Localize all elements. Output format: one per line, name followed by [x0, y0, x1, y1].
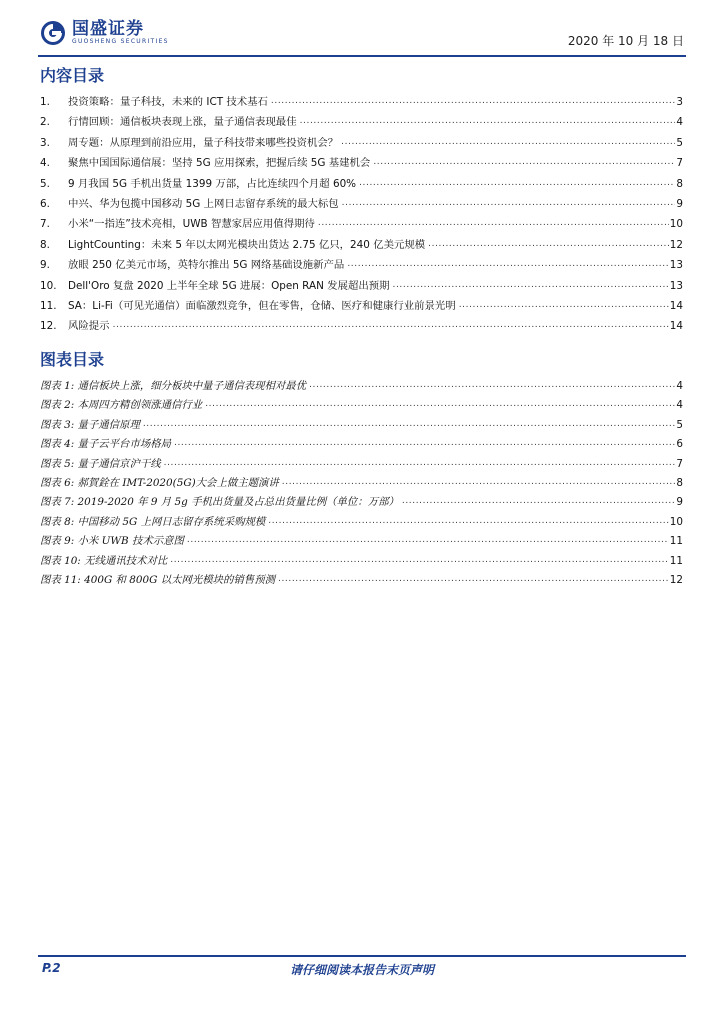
toc-item[interactable]	[40, 277, 683, 297]
toc-item[interactable]	[40, 215, 683, 235]
toc-item-title: 聚焦中国国际通信展：坚持 5G 应用探索，把握后续 5G 基建机会	[68, 157, 371, 170]
toc-item[interactable]	[40, 134, 683, 154]
toc-item-number: 12.	[40, 320, 57, 333]
toc-item-number: 9.	[40, 259, 50, 272]
toc-heading: 内容目录	[40, 66, 105, 85]
figure-item-title: 图表 5: 量子通信京沪干线	[40, 457, 161, 470]
toc-item-title: LightCounting：未来 5 年以太网光模块出货达 2.75 亿只，240 亿美元规模	[68, 238, 426, 251]
toc-item-page: 14	[669, 320, 683, 333]
toc-item-number: 6.	[40, 197, 50, 210]
toc-item-number: 1.	[40, 96, 50, 108]
figure-item-page: 11	[669, 554, 683, 567]
toc-item-page: 13	[669, 259, 683, 272]
figure-item-page: 4	[676, 380, 683, 392]
leader-dots	[318, 216, 669, 228]
toc-item-number: 7.	[40, 218, 50, 231]
toc-item-title: 中兴、华为包揽中国移动 5G 上网日志留存系统的最大标包	[68, 197, 339, 210]
toc-item-title: 9 月我国 5G 手机出货量 1399 万部，占比连续四个月超 60%	[68, 177, 357, 190]
figure-item-title: 图表 3: 量子通信原理	[40, 418, 140, 431]
toc-item-number: 3.	[40, 136, 50, 149]
toc-item[interactable]	[40, 175, 683, 195]
toc-item[interactable]	[40, 236, 683, 256]
toc-item-title: Dell'Oro 复盘 2020 上半年全球 5G 进展：Open RAN 发展超出预期	[68, 279, 390, 292]
leader-dots	[282, 475, 676, 487]
figure-item-page: 6	[676, 438, 683, 451]
leader-dots	[300, 114, 676, 126]
company-logo	[40, 20, 169, 46]
figure-item[interactable]	[40, 455, 683, 474]
toc-item-number: 11.	[40, 299, 57, 312]
toc-item-number: 8.	[40, 238, 50, 251]
figure-item[interactable]	[40, 532, 683, 551]
figure-item-page: 4	[676, 399, 683, 412]
figure-item-title: 图表 2: 本周四方精创领涨通信行业	[40, 399, 203, 412]
toc-item-title: 投资策略：量子科技，未来的 ICT 技术基石	[68, 96, 268, 108]
leader-dots	[459, 298, 669, 310]
leader-dots	[373, 155, 675, 167]
leader-dots	[187, 533, 669, 545]
leader-dots	[402, 494, 676, 506]
figure-item-page: 8	[676, 476, 683, 489]
toc-item-page: 3	[676, 96, 683, 108]
leader-dots	[205, 397, 675, 409]
figure-item[interactable]	[40, 552, 683, 571]
toc-item[interactable]	[40, 154, 683, 174]
toc-item-page: 14	[669, 299, 683, 312]
figure-item[interactable]	[40, 396, 683, 415]
toc-item-title: 周专题：从原理到前沿应用，量子科技带来哪些投资机会？	[68, 136, 339, 149]
leader-dots	[174, 436, 675, 448]
figure-item-page: 9	[676, 496, 683, 509]
leader-dots	[393, 278, 669, 290]
toc-item-title: 风险提示	[68, 320, 110, 333]
toc-item-number: 10.	[40, 279, 57, 292]
header-divider	[38, 55, 686, 57]
toc-item[interactable]	[40, 195, 683, 215]
toc-item-title: 小米“一指连”技术亮相，UWB 智慧家居应用值得期待	[68, 218, 315, 231]
leader-dots	[347, 257, 668, 269]
guosheng-logo-icon	[40, 20, 66, 46]
leader-dots	[342, 196, 676, 208]
figure-item[interactable]	[40, 513, 683, 532]
figure-item-title: 图表 9: 小米 UWB 技术示意图	[40, 535, 184, 548]
figure-item[interactable]	[40, 416, 683, 435]
toc-item-page: 13	[669, 279, 683, 292]
leader-dots	[341, 135, 675, 147]
toc-item-page: 10	[669, 218, 683, 231]
figure-item-page: 7	[676, 457, 683, 470]
toc-item-title: 放眼 250 亿美元市场，英特尔推出 5G 网络基础设施新产品	[68, 259, 345, 272]
leader-dots	[164, 456, 676, 468]
figure-item-page: 12	[669, 573, 683, 586]
toc-item-page: 8	[676, 177, 683, 190]
toc-item-page: 5	[676, 136, 683, 149]
toc-list	[40, 93, 683, 338]
figure-item-title: 图表 11: 400G 和 800G 以太网光模块的销售预测	[40, 573, 275, 586]
page-header	[38, 18, 686, 54]
toc-item-title: 行情回顾：通信板块表现上涨，量子通信表现最佳	[68, 116, 297, 129]
logo-english-name: GUOSHENG SECURITIES	[72, 38, 169, 45]
report-date: 2020 年 10 月 18 日	[567, 34, 684, 48]
figure-item[interactable]	[40, 435, 683, 454]
leader-dots	[170, 553, 669, 565]
figure-item-page: 10	[669, 515, 683, 528]
toc-item-number: 2.	[40, 116, 50, 129]
figure-item[interactable]	[40, 571, 683, 590]
footer-disclaimer: 请仔细阅读本报告末页声明	[289, 963, 434, 977]
toc-item-number: 5.	[40, 177, 50, 190]
figure-item-page: 11	[669, 535, 683, 548]
footer-page-number: P.2	[42, 961, 61, 975]
toc-item-page: 9	[676, 197, 683, 210]
figure-item[interactable]	[40, 474, 683, 493]
figure-item-title: 图表 6: 郝賀銓在 IMT-2020(5G)大会上做主题演讲	[40, 476, 279, 489]
figure-item-title: 图表 8: 中国移动 5G 上网日志留存系统采购规模	[40, 515, 266, 528]
toc-item-page: 7	[676, 157, 683, 170]
toc-item-page: 4	[676, 116, 683, 129]
figure-item[interactable]	[40, 377, 683, 396]
toc-item-page: 12	[669, 238, 683, 251]
figure-item-title: 图表 1: 通信板块上涨，细分板块中量子通信表现相对最优	[40, 380, 307, 392]
toc-item[interactable]	[40, 93, 683, 113]
toc-item[interactable]	[40, 113, 683, 133]
leader-dots	[268, 514, 669, 526]
leader-dots	[271, 94, 675, 106]
footer-divider	[38, 955, 686, 957]
figure-item-title: 图表 7: 2019-2020 年 9 月 5g 手机出货量及占总出货量比例（单位：万部）	[40, 496, 399, 509]
leader-dots	[309, 378, 675, 390]
toc-item-title: SA：Li-Fi（可见光通信）面临激烈竞争，但在零售，仓储、医疗和健康行业前景光明	[68, 299, 456, 312]
leader-dots	[428, 237, 669, 249]
toc-item-number: 4.	[40, 157, 50, 170]
toc-item[interactable]	[40, 297, 683, 317]
leader-dots	[143, 417, 676, 429]
figure-item-page: 5	[676, 418, 683, 431]
leader-dots	[278, 572, 669, 584]
leader-dots	[113, 318, 669, 330]
figure-item-title: 图表 10: 无线通讯技术对比	[40, 554, 168, 567]
toc-item[interactable]	[40, 317, 683, 337]
toc-item[interactable]	[40, 256, 683, 276]
figures-list	[40, 377, 683, 590]
leader-dots	[359, 176, 675, 188]
figures-heading: 图表目录	[40, 350, 105, 369]
figure-item[interactable]	[40, 493, 683, 512]
figure-item-title: 图表 4: 量子云平台市场格局	[40, 438, 172, 451]
logo-chinese-name: 国盛证券	[72, 19, 144, 39]
